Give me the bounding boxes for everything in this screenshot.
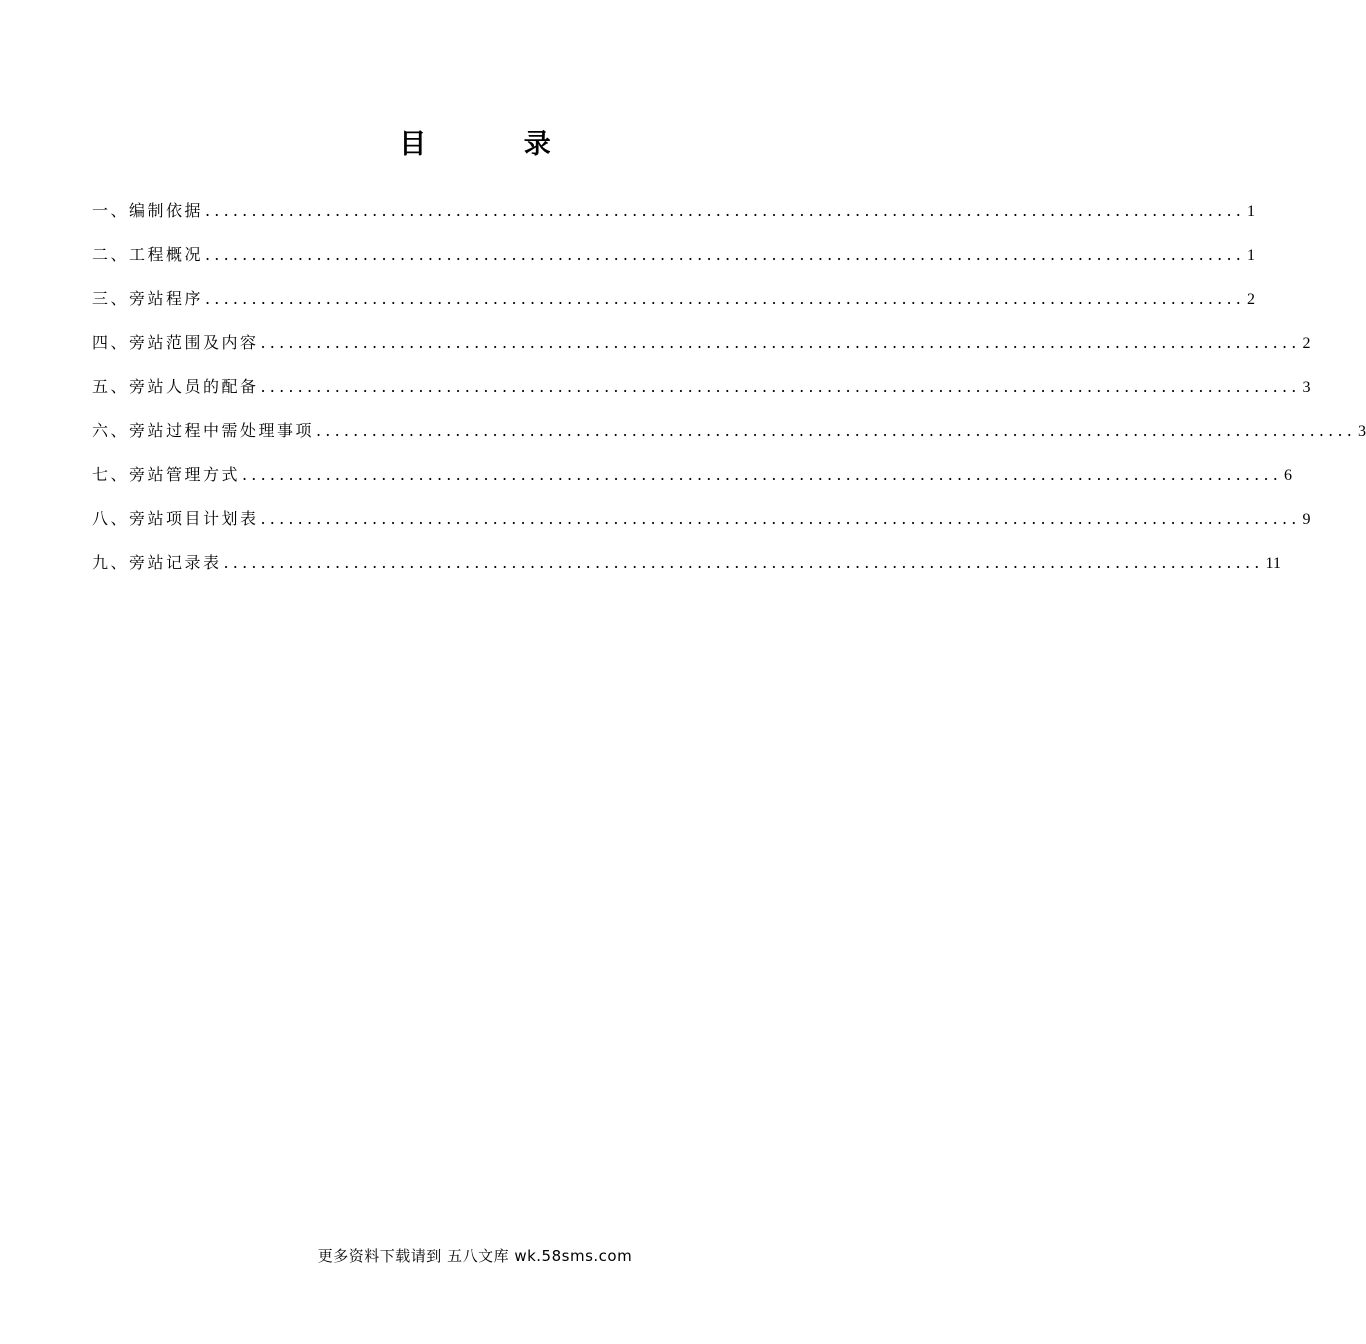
dot-leader: ................................................................................................................ xyxy=(242,465,1283,484)
toc-entry-label: 九、旁站记录表 xyxy=(92,553,222,572)
toc-entry-page: 1 xyxy=(1247,203,1256,220)
toc-entry-label: 六、旁站过程中需处理事项 xyxy=(92,421,315,440)
dot-leader: ................................................................................................................ xyxy=(205,201,1246,220)
toc-entry-page: 3 xyxy=(1302,379,1311,396)
dot-leader: ................................................................................................................ xyxy=(260,377,1301,396)
dot-leader: ................................................................................................................ xyxy=(316,421,1357,440)
toc-entry-label: 五、旁站人员的配备 xyxy=(92,377,259,396)
toc-entry-page: 2 xyxy=(1247,291,1256,308)
toc-entry-page: 3 xyxy=(1358,423,1366,440)
toc-entry-3[interactable] xyxy=(92,284,1256,328)
toc-entry-page: 9 xyxy=(1302,511,1311,528)
toc-entry-page: 2 xyxy=(1302,335,1311,352)
toc-entry-page: 1 xyxy=(1247,247,1256,264)
dot-leader: ................................................................................................................ xyxy=(223,553,1264,572)
dot-leader: ................................................................................................................ xyxy=(205,245,1246,264)
dot-leader: ................................................................................................................ xyxy=(260,509,1301,528)
toc-entry-7[interactable] xyxy=(92,460,1293,504)
toc-entry-1[interactable] xyxy=(92,196,1256,240)
toc-entry-page: 11 xyxy=(1265,555,1281,572)
dot-leader: ................................................................................................................ xyxy=(260,333,1301,352)
toc-entry-label: 七、旁站管理方式 xyxy=(92,465,241,484)
toc-entry-label: 三、旁站程序 xyxy=(92,289,204,308)
footer-download-note: 更多资料下载请到 五八文库 wk.58sms.com xyxy=(317,1247,633,1265)
toc-entry-5[interactable] xyxy=(92,372,1311,416)
toc-entry-label: 八、旁站项目计划表 xyxy=(92,509,259,528)
dot-leader: ................................................................................................................ xyxy=(205,289,1246,308)
toc-entry-label: 四、旁站范围及内容 xyxy=(92,333,259,352)
toc-entry-label: 二、工程概况 xyxy=(92,245,204,264)
toc-entry-label: 一、编制依据 xyxy=(92,201,204,220)
toc-entry-9[interactable] xyxy=(92,548,1281,592)
toc-entry-8[interactable] xyxy=(92,504,1311,548)
toc-entry-2[interactable] xyxy=(92,240,1256,284)
toc-entry-6[interactable] xyxy=(92,416,1366,460)
toc-entry-4[interactable] xyxy=(92,328,1311,372)
page-title: 目 录 xyxy=(399,129,595,160)
table-of-contents xyxy=(92,196,1366,592)
toc-entry-page: 6 xyxy=(1284,467,1293,484)
